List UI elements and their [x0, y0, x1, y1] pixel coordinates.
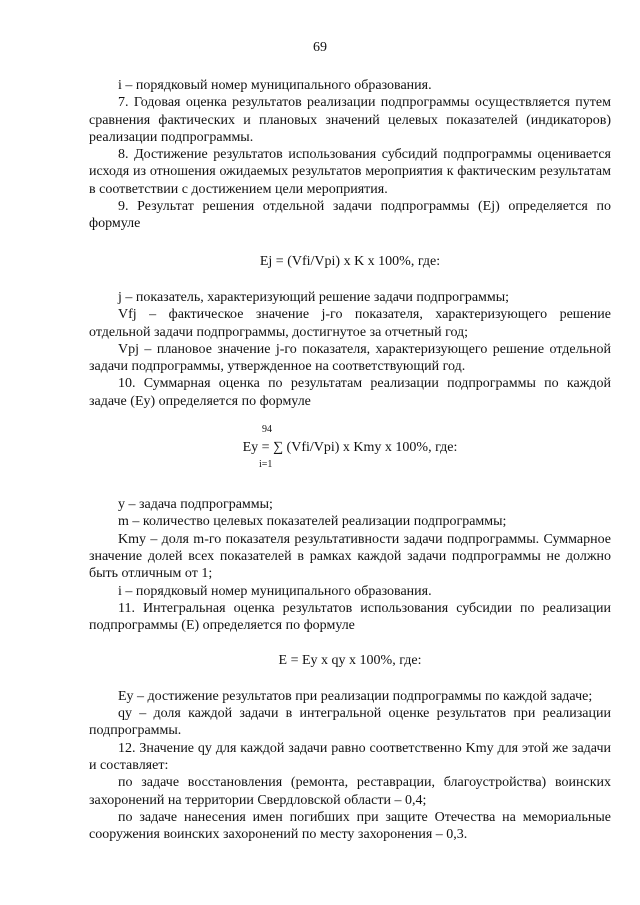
paragraph: 11. Интегральная оценка результатов использования субсидии по реализации подпрограммы (E) определяется по формуле [89, 600, 611, 634]
page-number: 69 [313, 40, 327, 55]
paragraph: по задаче нанесения имен погибших при защите Отечества на мемориальные сооружения воинских захоронений по месту захоронения – 0,3. [89, 809, 611, 843]
sum-formula-text: Ey = ∑ (Vfi/Vpi) x Kmy x 100%, где: [242, 440, 458, 456]
formula-e: E = Ey x qy x 100%, где: [278, 653, 422, 669]
paragraph: i – порядковый номер муниципального образования. [118, 583, 432, 599]
paragraph: Kmy – доля m-го показателя результативности задачи подпрограммы. Суммарное значение долей всех показателей в рамках каждой задачи подпрограммы не должно быть отличным от 1; [89, 531, 611, 582]
formula-ej: Ej = (Vfi/Vpi) x K x 100%, где: [259, 253, 441, 269]
sum-upper-limit: 94 [262, 424, 272, 436]
paragraph: по задаче восстановления (ремонта, реставрации, благоустройства) воинских захоронений на территории Свердловской области – 0,4; [89, 775, 611, 808]
paragraph: Vpj – плановое значение j-го показателя, характеризующего решение отдельной задачи подпрограммы, утвержденное на соответствующий год. [89, 341, 611, 375]
paragraph: m – количество целевых показателей реализации подпрограммы; [118, 514, 507, 530]
paragraph: 7. Годовая оценка результатов реализации подпрограммы осуществляется путем сравнения фактических и плановых значений целевых показателей (индикаторов) реализации подпрограммы. [89, 95, 611, 145]
sum-lower-limit: i=1 [259, 459, 273, 471]
formula-ey [89, 424, 611, 478]
paragraph: qy – доля каждой задачи в интегральной оценке результатов при реализации подпрограммы. [89, 706, 611, 739]
paragraph: Vfj – фактическое значение j-го показателя, характеризующего решение отдельной задачи подпрограммы, достигнутое за отчетный год; [89, 307, 611, 340]
paragraph: i – порядковый номер муниципального образования. [118, 78, 432, 93]
page-body [89, 77, 611, 843]
paragraph: j – показатель, характеризующий решение задачи подпрограммы; [118, 289, 510, 305]
paragraph: 10. Суммарная оценка по результатам реализации подпрограммы по каждой задаче (Ey) определяется по формуле [89, 376, 611, 409]
paragraph: Ey – достижение результатов при реализации подпрограммы по каждой задаче; [118, 688, 593, 704]
paragraph: y – задача подпрограммы; [118, 497, 273, 513]
paragraph: 9. Результат решения отдельной задачи подпрограммы (Ej) определяется по формуле [89, 199, 611, 232]
paragraph: 8. Достижение результатов использования субсидий подпрограммы оценивается исходя из отношения ожидаемых результатов мероприятия к фактическим результатам в соответствии с достижением цели мероприятия. [89, 147, 611, 197]
paragraph: 12. Значение qy для каждой задачи равно соответственно Kmy для этой же задачи и составляет: [89, 740, 611, 773]
